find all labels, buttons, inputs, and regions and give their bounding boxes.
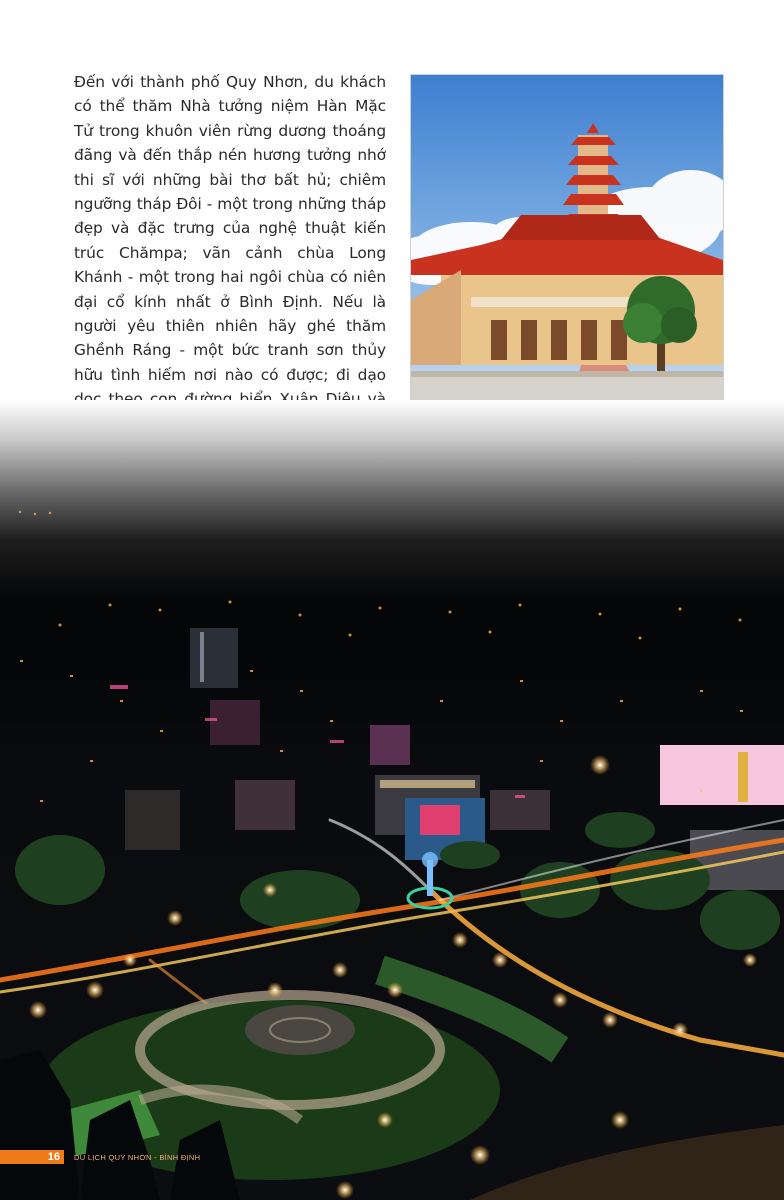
page-footer [0,1148,784,1166]
page-number: 16 [47,1151,60,1163]
page-number-bar [0,1150,64,1164]
pagoda-photo [410,74,724,420]
night-city-photo [0,400,784,1200]
article-paragraph: Đến với thành phố Quy Nhơn, du khách có thể thăm Nhà tưởng niệm Hàn Mặc Tử trong khuôn viên rừng dương thoáng đãng và đến thắp nén hương tưởng nhớ thi sĩ với những bài thơ bất hủ; chiêm ngưỡng tháp Đôi - một trong những tháp đẹp và đặc trưng của nghệ thuật kiến trúc Chămpa; vãn cảnh chùa Long Khánh - một trong hai ngôi chùa có niên đại cổ kính nhất ở Bình Định. Nếu là người yêu thiên nhiên hãy ghé thăm Ghềnh Ráng - một bức tranh sơn thủy hữu tình hiếm nơi nào có được; đi dạo [74,73,386,384]
running-title: DU LỊCH QUY NHƠN - BÌNH ĐỊNH [74,1152,201,1162]
pagoda-illustration [411,75,723,419]
night-city-illustration [0,400,784,1200]
